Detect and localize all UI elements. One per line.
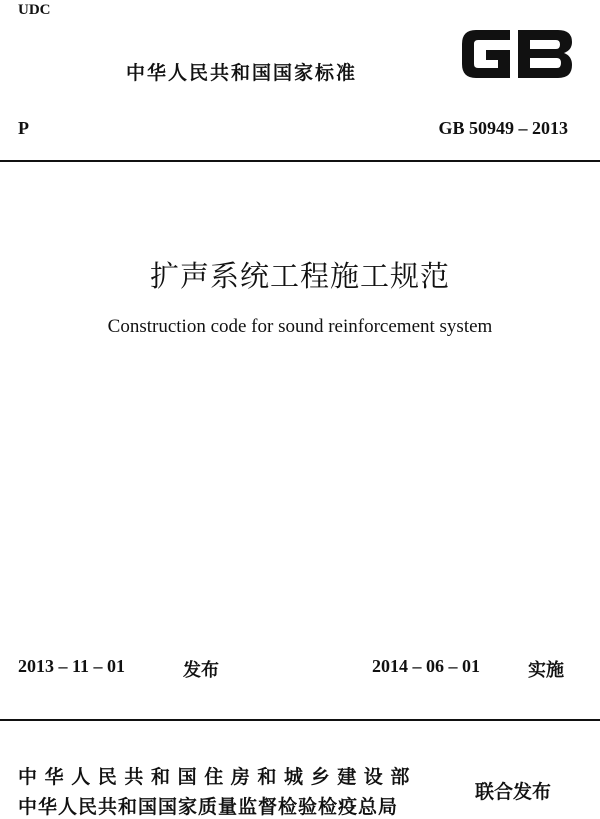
document-title-en: Construction code for sound reinforcement system <box>107 316 493 337</box>
issuer-ministry: 中华人民共和国住房和城乡建设部 <box>18 766 418 788</box>
national-standard-title: 中华人民共和国国家标准 <box>126 62 358 84</box>
joint-issue-label: 联合发布 <box>475 781 552 803</box>
issuer-aqsiq: 中华人民共和国国家质量监督检验检疫总局 <box>18 796 399 818</box>
document-title-zh: 扩声系统工程施工规范 <box>149 259 450 293</box>
standard-number: GB 50949 – 2013 <box>438 118 568 138</box>
implementation-label: 实施 <box>528 660 564 681</box>
classification-code: P <box>18 118 29 138</box>
udc-label: UDC <box>18 2 51 18</box>
issue-date: 2013 – 11 – 01 <box>18 656 126 676</box>
issue-label: 发布 <box>183 660 219 681</box>
implementation-date: 2014 – 06 – 01 <box>372 656 480 676</box>
bottom-divider <box>0 719 600 721</box>
top-divider <box>0 160 600 162</box>
gb-logo <box>458 22 576 86</box>
